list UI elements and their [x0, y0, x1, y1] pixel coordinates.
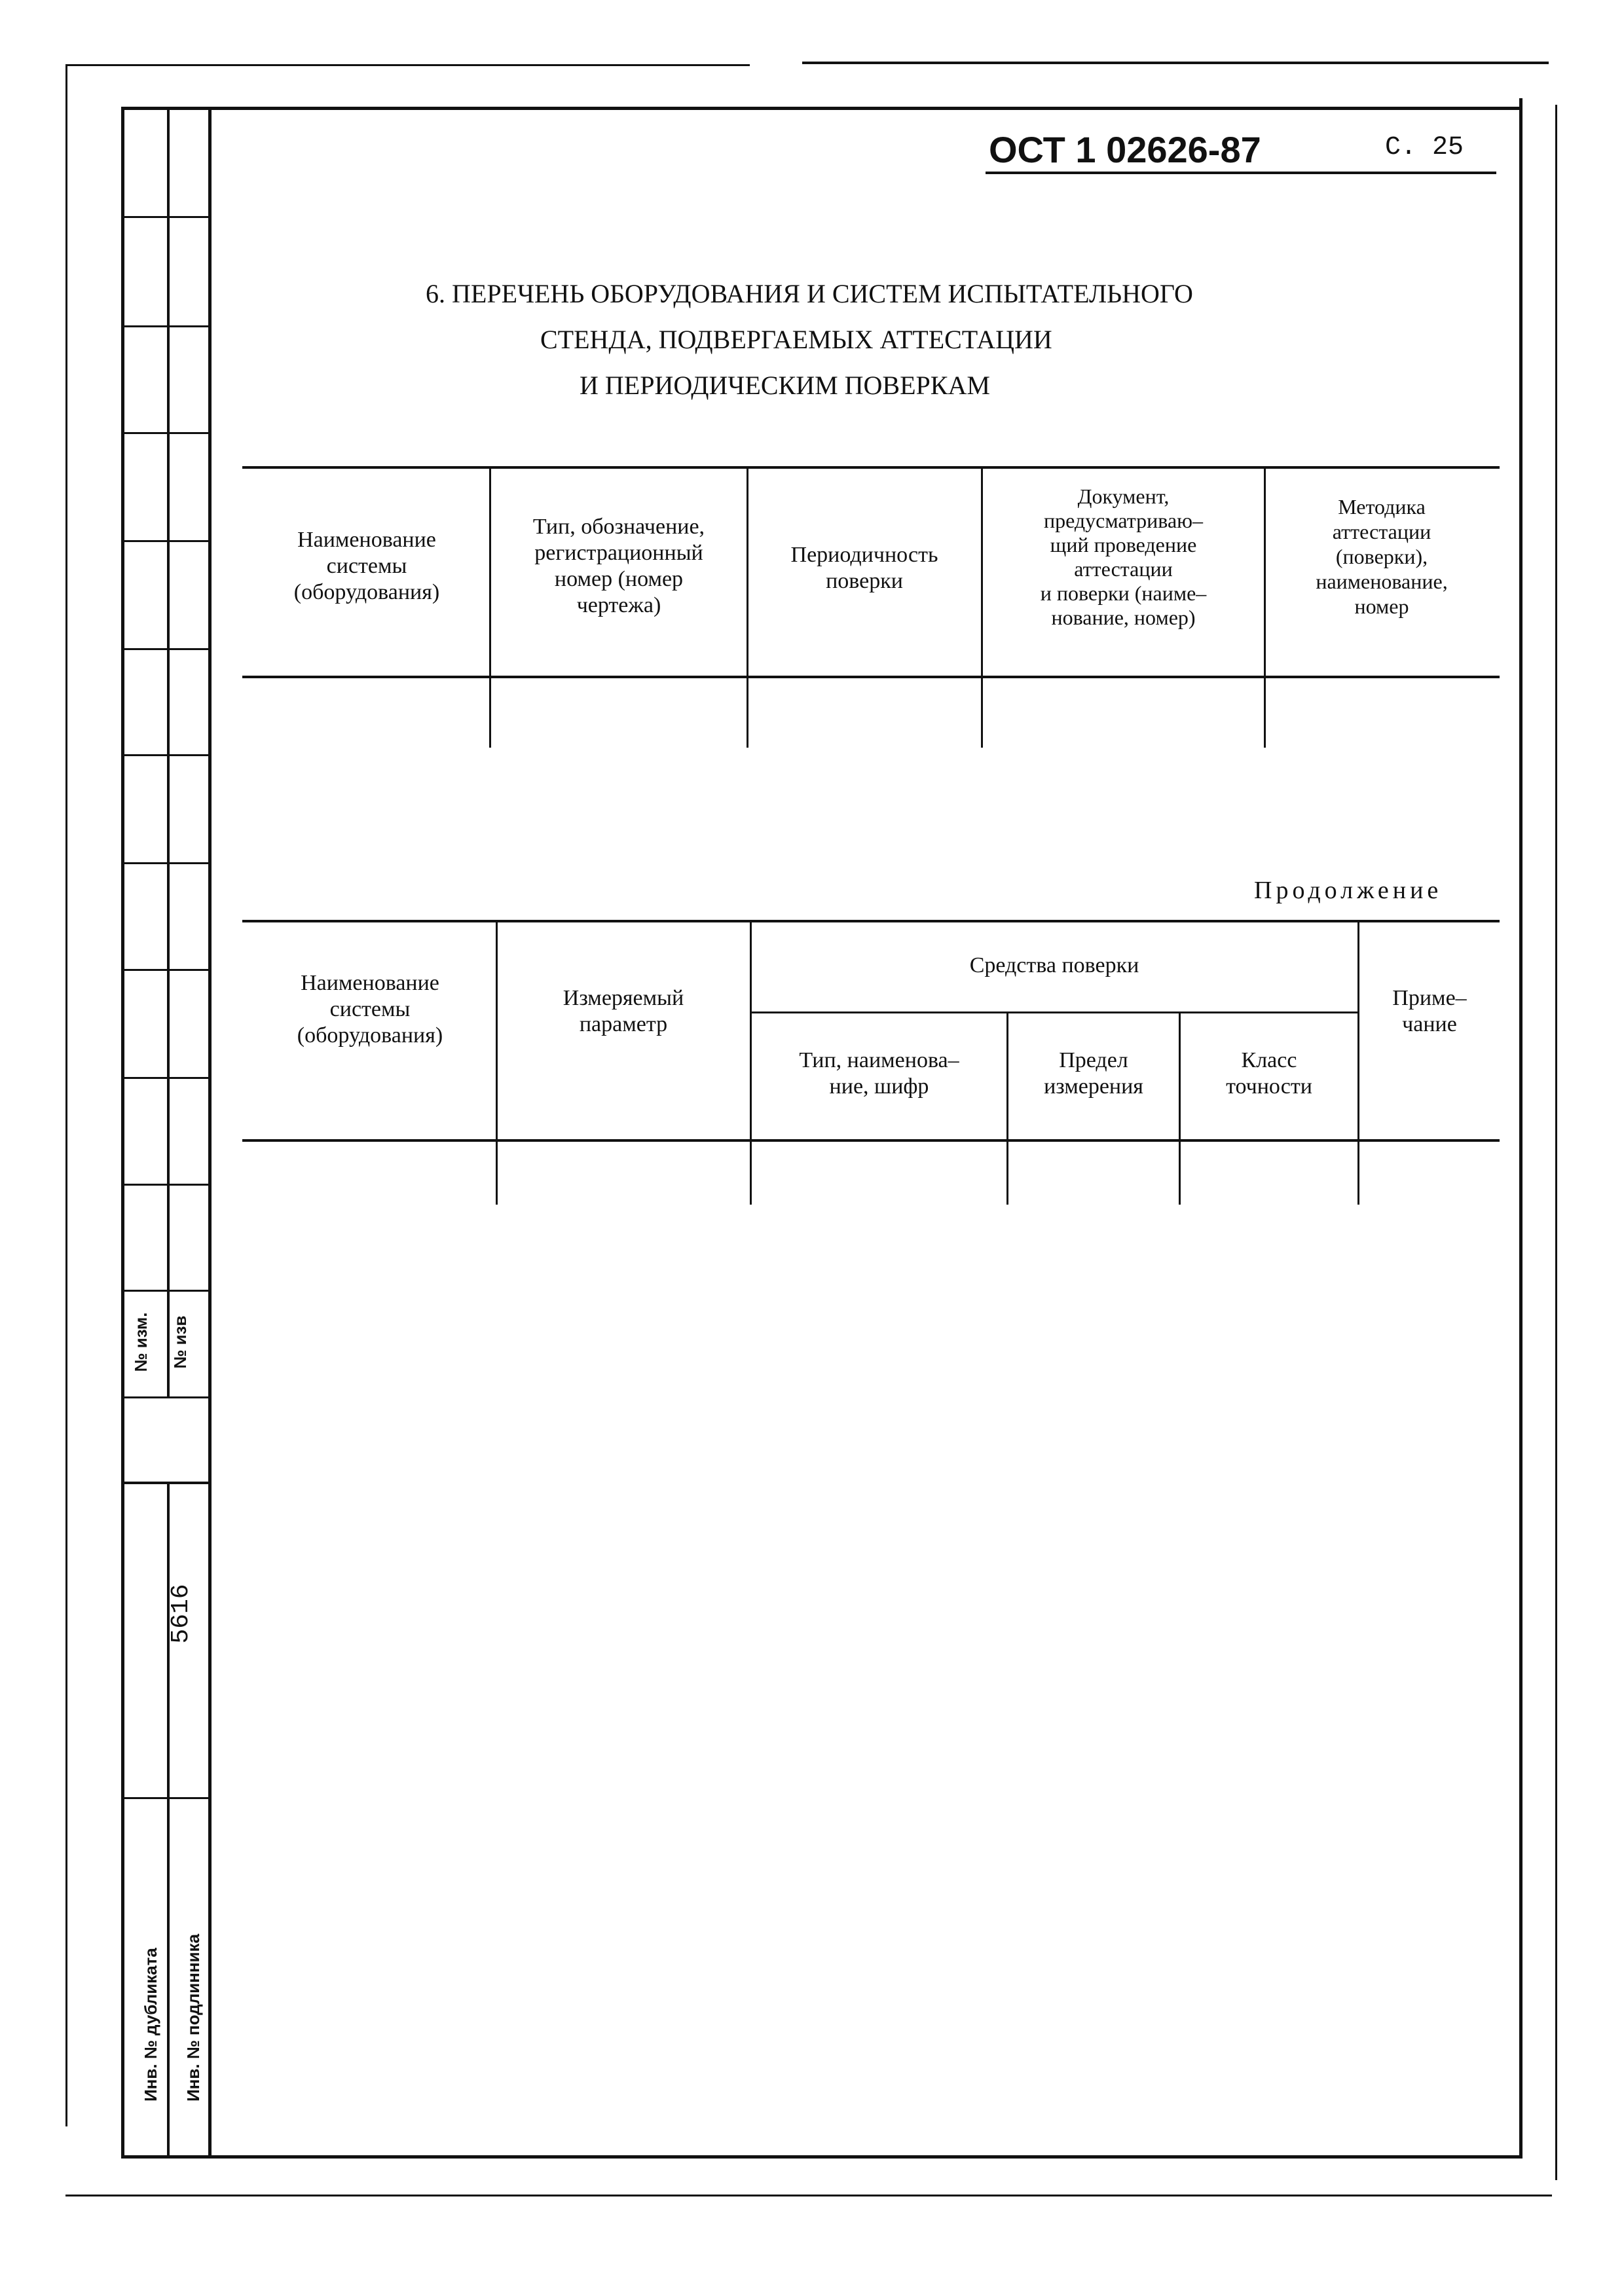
table1-header-type: Тип, обозначение, регистрационный номер (номер чертежа)	[532, 515, 705, 617]
table2-header-range: Предел измерения	[1044, 1048, 1143, 1099]
margin-label-duplicate-inv: Инв. № дубликата	[141, 1948, 160, 2102]
table2-header-parameter: Измеряемый параметр	[563, 986, 684, 1036]
table1-header-system: Наименование системы (оборудования)	[293, 528, 440, 604]
section-title-line-3: И ПЕРИОДИЧЕСКИМ ПОВЕРКАМ	[580, 371, 990, 400]
header-underline	[986, 172, 1496, 174]
page-number: С. 25	[1385, 133, 1464, 162]
document-code: ОСТ 1 02626-87	[989, 129, 1261, 170]
scan-edge-top-left	[65, 64, 750, 66]
margin-strip-divider	[167, 107, 170, 1396]
margin-lower-top	[121, 1482, 212, 1484]
table1-header-document: Документ, предусматриваю– щий проведение аттестации и поверки (наиме– нование, номер)	[1040, 484, 1207, 629]
table2-header-verification-means: Средства поверки	[969, 953, 1139, 977]
margin-lower-mid	[121, 1797, 212, 1799]
frame-top	[121, 107, 1522, 110]
margin-strip-right	[208, 107, 212, 2159]
scan-edge-bottom	[65, 2195, 1552, 2196]
table1-header-periodicity: Периодичность поверки	[790, 543, 938, 593]
scan-edge-top-right	[802, 62, 1549, 64]
margin-label-change-no: № изм.	[131, 1312, 151, 1372]
continuation-label: Продолжение	[1254, 877, 1443, 904]
table2-header-accuracy: Класс точности	[1226, 1048, 1312, 1099]
frame-left	[121, 107, 124, 2159]
frame-right	[1519, 98, 1522, 2159]
scan-edge-right	[1555, 105, 1557, 2180]
frame-bottom	[121, 2155, 1522, 2159]
table2-header-note: Приме– чание	[1392, 986, 1467, 1036]
margin-label-notice-no: № изв	[170, 1315, 190, 1369]
table2-header-type-name: Тип, наименова– ние, шифр	[799, 1048, 959, 1099]
section-title-line-1: 6. ПЕРЕЧЕНЬ ОБОРУДОВАНИЯ И СИСТЕМ ИСПЫТАТЕЛЬНОГО	[426, 279, 1193, 308]
scan-edge-left	[65, 64, 67, 2126]
margin-label-original-inv: Инв. № подлинника	[183, 1933, 203, 2102]
section-title-line-2: СТЕНДА, ПОДВЕРГАЕМЫХ АТТЕСТАЦИИ	[540, 325, 1052, 354]
table1-header-method: Методика аттестации (поверки), наименование, номер	[1316, 495, 1448, 618]
inventory-number: 5616	[167, 1584, 195, 1644]
table2-header-system: Наименование системы (оборудования)	[297, 971, 443, 1048]
